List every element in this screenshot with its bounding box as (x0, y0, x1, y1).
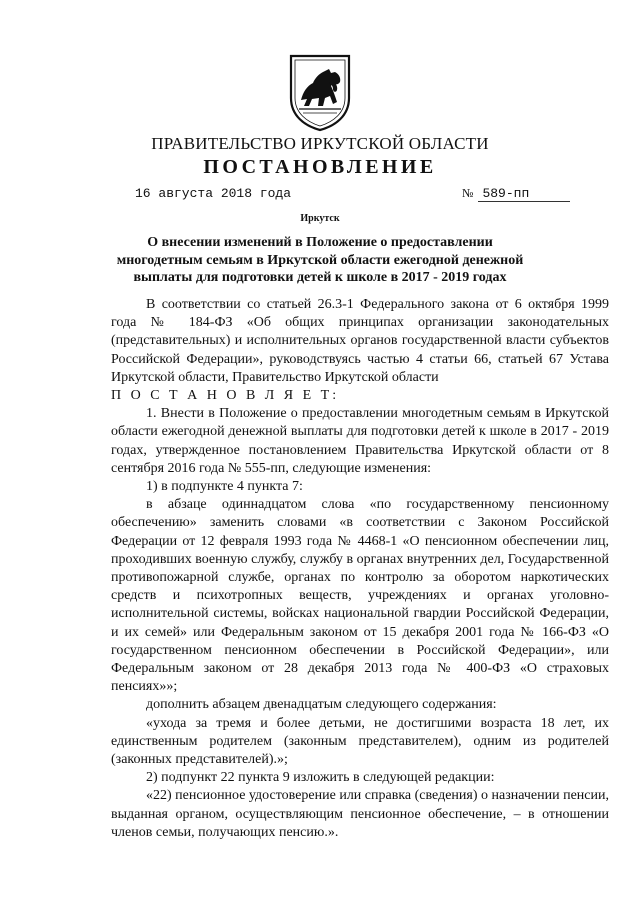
decree-date: 16 августа 2018 года (135, 186, 292, 201)
decree-number: 589-пп (478, 186, 570, 202)
number-sign: № (462, 186, 474, 200)
body-paragraph: 1. Внести в Положение о предоставлении многодетным семьям в Иркутской области ежегодной денежной выплаты для подготовки детей к школе в 2017 - 2019 годах, утвержденное постановлением Правительства Иркутской области от 8 сентября 2016 года № 555-пп, следующие изменения: (111, 406, 609, 476)
decree-number-block (462, 186, 570, 202)
body-paragraph: 2) подпункт 22 пункта 9 изложить в следующей редакции: (146, 770, 495, 786)
body-paragraph: «22) пенсионное удостоверение или справка (сведения) о назначении пенсии, выданная органом, осуществляющим пенсионное обеспечение, – в отношении членов семьи, получающих пенсию.». (111, 788, 609, 840)
resolves-heading: П О С Т А Н О В Л Я Е Т: (111, 388, 340, 404)
document-type: ПОСТАНОВЛЕНИЕ (203, 156, 437, 178)
government-name: ПРАВИТЕЛЬСТВО ИРКУТСКОЙ ОБЛАСТИ (151, 134, 489, 153)
body-paragraph: «ухода за тремя и более детьми, не достигшими возраста 18 лет, их единственным родителем (законным представителем), одним из родителей (законных представителей).»; (111, 715, 609, 768)
preamble-paragraph: В соответствии со статьей 26.3-1 Федерального закона от 6 октября 1999 года № 184-ФЗ «Об общих принципах организации законодательных (представительных) и исполнительных органов государственной власти субъектов Российской Федерации», руководствуясь частью 4 статьи 66, статьей 67 Устава Иркутской области, Правительство Иркутской области (111, 297, 609, 385)
city-name: Иркутск (300, 213, 340, 224)
body-paragraph: в абзаце одиннадцатом слова «по государственному пенсионному обеспечению» заменить словами «в соответствии с Законом Российской Федерации от 12 февраля 1993 года № 4468-1 «О пенсионном обеспечении лиц, проходивших военную службу, службу в органах внутренних дел, Государственной противопожарной службе, органах по контролю за оборотом наркотических средств и психотропных веществ, учреждениях и органах уголовно-исполнительной системы, войсках национальной гвардии Российской Федерации, и их семей» или Федеральным законом от 15 декабря 2001 года № 166-ФЗ «О государственном пенсионном обеспечении в Российской Федерации», или Федеральным законом от 28 декабря 2013 года № 400-ФЗ «О страховых пенсиях»»; (111, 497, 609, 695)
body-paragraph: дополнить абзацем двенадцатым следующего содержания: (146, 697, 497, 713)
irkutsk-emblem-icon (285, 52, 355, 132)
decree-body (111, 296, 609, 842)
body-paragraph: 1) в подпункте 4 пункта 7: (146, 479, 303, 495)
decree-title: О внесении изменений в Положение о предоставлении многодетным семьям в Иркутской области ежегодной денежной выплаты для подготовки детей к школе в 2017 - 2019 годах (116, 235, 524, 285)
